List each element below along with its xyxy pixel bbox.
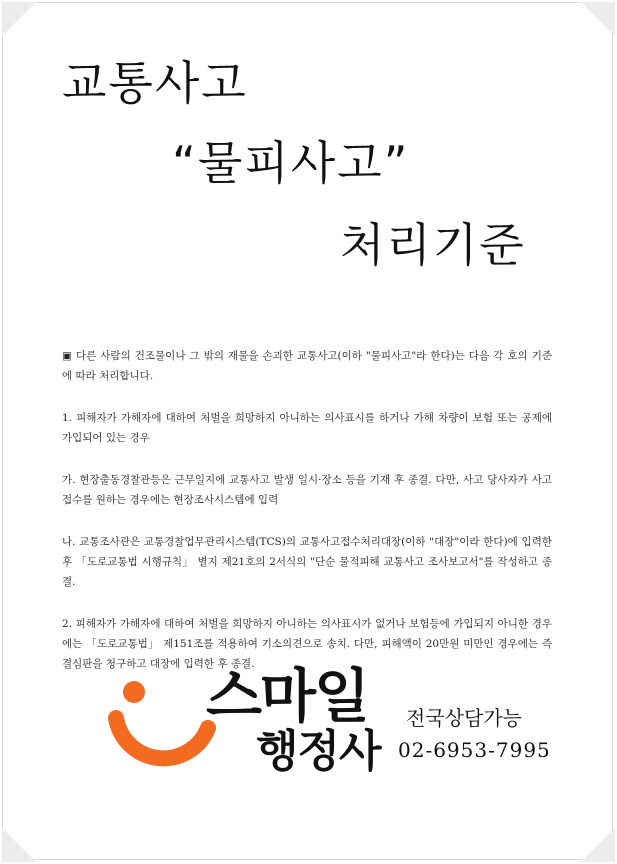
phone-number: 02-6953-7995	[398, 738, 551, 762]
title-line-3: 처리기준	[340, 218, 526, 272]
page-corner-fold	[581, 2, 615, 36]
document-body	[62, 346, 552, 696]
smile-logo-icon	[108, 676, 218, 786]
body-paragraph: 1. 피해자가 가해자에 대하여 처벌을 희망하지 아니하는 의사표시를 하거나 가해 차량이 보험 또는 공제에 가입되어 있는 경우	[62, 412, 552, 444]
brand-subtitle: 행정사	[256, 726, 381, 777]
body-paragraph: ▣ 다른 사람의 건조물이나 그 밖의 재물을 손괴한 교통사고(이하 "물피사고"라 한다)는 다음 각 호의 기준에 따라 처리합니다.	[62, 350, 552, 382]
title-line-2: “물피사고”	[172, 136, 410, 190]
body-paragraph: 가. 현장출동경찰관등은 근무일지에 교통사고 발생 일시·장소 등을 기재 후 종결. 다만, 사고 당사자가 사고 접수를 원하는 경우에는 현장조사시스템에 입력	[62, 474, 552, 506]
logo-eye-icon	[123, 681, 145, 703]
page-corner-fold	[2, 2, 36, 36]
body-paragraph: 나. 교통조사관은 교통경찰업무관리시스템(TCS)의 교통사고접수처리대장(이하 "대장"이라 한다)에 입력한 후 「도로교통법 시행규칙」 별지 제21호의 2서식의 "단순 물적피해 교통사고 조사보고서"를 작성하고 종결.	[62, 536, 552, 588]
logo-smile-arc-icon	[116, 718, 208, 758]
title-line-1: 교통사고	[62, 56, 248, 110]
body-paragraph: 2. 피해자가 가해자에 대하여 처벌을 희망하지 아니하는 의사표시가 없거나 보험등에 가입되지 아니한 경우에는 「도로교통법」 제151조를 적용하여 기소의견으로 송치. 다만, 피해액이 20만원 미만인 경우에는 즉결심판을 청구하고 대장에 입력한 후 종결.	[62, 618, 552, 670]
page-corner-fold	[2, 828, 36, 862]
page-corner-fold	[581, 828, 615, 862]
consultation-text: 전국상담가능	[406, 706, 522, 730]
brand-name: 스마일	[206, 662, 369, 730]
